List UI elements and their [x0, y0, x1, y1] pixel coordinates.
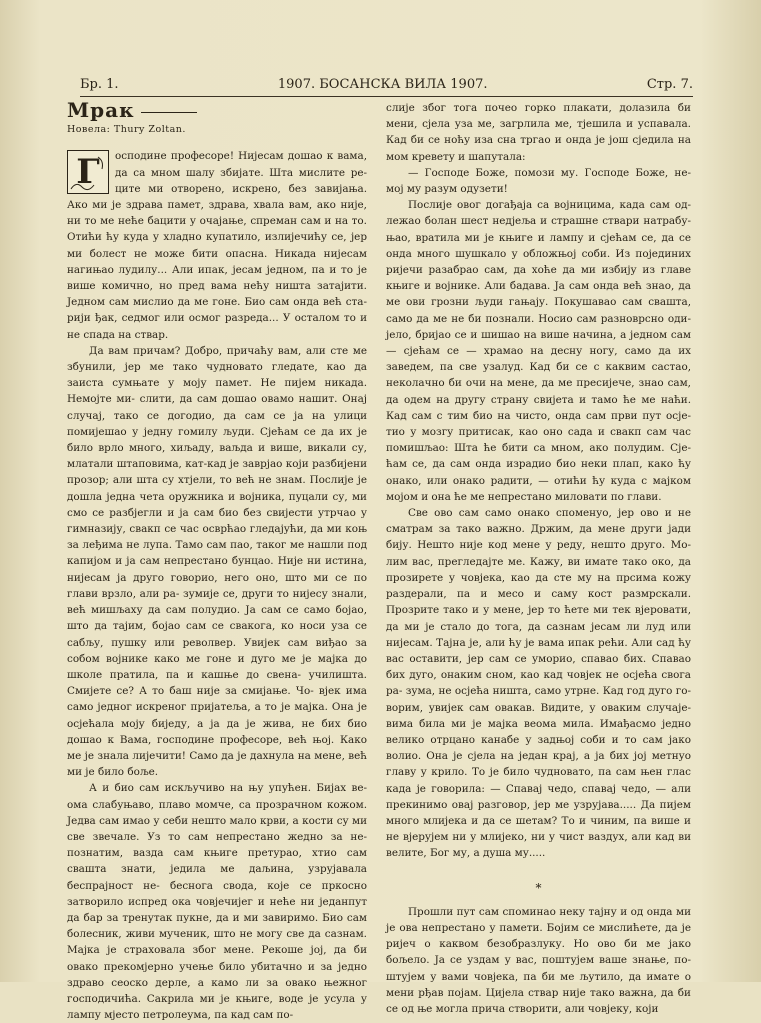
article-title: Мрак	[67, 98, 135, 122]
left-column	[67, 98, 367, 1022]
paragraph: А и био сам искључиво на њу упућен. Бијах ве- ома слабуњаво, плаво момче, са прозрачном кожом. Једва сам имао у себи нешто мало крви, а кости су ми све звечале. Уз то сам непрестано жедно за не- познатим, вазда сам књиге претурао, хтио сам свашта знати, једила ме даљина, узрујавала беспрајност не- беснога свода, које се пркосно затворило испред ока човјечијег и неће ни једанпут да бар за тренутак пукне, да и ми завиримо. Био сам болесник, живи мученик, што не могу све да сазнам. Мајка је страховала због мене. Рекоше јој, да би овако прекомјерно учење било убитачно и за једно здраво сеоско дерле, а камо ли за овако њежног господичића. Сакрила ми је књиге, воде је усула у лампу мјесто петролеума, па кад сам по-	[67, 782, 367, 1022]
paragraph: — Господе Боже, помози му. Господе Боже, не- мој му разум одузети!	[386, 166, 691, 196]
title-rule	[141, 112, 197, 113]
ornamental-initial	[67, 150, 109, 194]
paragraph: Све ово сам само онако споменуо, јер ово и не сматрам за тако важно. Држим, да мене други јади бију. Нешто није код мене у реду, нешто друго. Мо- лим вас, прегледајте ме. Кажу, ви имате тако око, да прозирете у човјека, као да сте му на прсима кожу раздерали, па и месо и саму кост размрскали. Прозрите тако и у мене, јер то ћете ми тек вјеровати, да ми је стало до тога, да сазнам јесам ли луд или нијесам. Тајна је, али ћу је вама ипак рећи. Али сад ћу вас оставити, јер сам се уморио, спавао бих. Спавао бих дуго, онаким сном, као кад човјек не осјећа свога ра- зума, не осјећа ништа, само утрне. Кад год дуго го- ворим, увијек сам овакав. Видите, у оваким случаје- вима била ми је мајка веома мила. Имађасмо једно велико отрцано канабе у задњој соби и то сам јако волио. Она је сјела на један крај, а ја бих јој метнуо главу у крило. То је било чудновато, па сам њен глас када је говорила: — Спавај чедо, спавај чедо, — али прекинимо овај разговор, јер ме узрујава..... Да пијем много млијека и да се шетам? То и чиним, па више и не вјерујем ни у млијеко, ни у чист ваздух, али кад ви велите, Бог му, а душа му.....	[386, 507, 691, 860]
journal-title: 1907. БОСАНСКА ВИЛА 1907.	[277, 77, 488, 92]
byline: Новела: Thury Zoltan.	[67, 124, 186, 136]
right-column	[386, 100, 691, 1015]
page-number: Стр. 7.	[646, 77, 693, 92]
ornament-icon	[68, 151, 108, 193]
paragraph: осподине професоре! Нијесам дошао к вама, да са мном шалу збијате. Шта мислите ре- ците ми отворено, искрено, без завијања. Ако ми је здрава памет, здрава, хвала вам, ако није, ни то ме неће бацити у очајање, спреман сам и на то. Отићи ћу куда у хладно купатило, излијечићу се, јер ми болест не може бити опасна. Никада нијесам нагињао лудилу... Али ипак, јесам једном, па и то је више комично, но пред вама нећу ништа затајити. Једном сам мислио да ме гоне. Био сам онда већ ста- рији ђак, седмог или осмог разреда... У осталом то и не спада на ствар.	[67, 150, 367, 341]
paragraph: слије због тога почео горко плакати, долазила би мени, сјела уза ме, загрлила ме, тјешила и успавала. Кад би се ноћу иза сна тргао и онда је још сједила на мом кревету и шапутала:	[386, 102, 691, 163]
section-separator: *	[535, 880, 542, 895]
dropcap-letter: Г	[76, 152, 100, 193]
title-row	[67, 98, 367, 122]
running-header	[80, 70, 693, 97]
paragraph: Послије овог догађаја са војницима, када сам од- лежао болан шест недјеља и страшне ствари натрабу- њао, вратила ми је књиге и лампу и сјећам се, да се онда много шушкало у обложњој соби. Из појединих ријечи разабрао сам, да хоће да ми избију из главе књиге и војнике. Али бадава. Ја сам онда већ знао, да ме ови грозни људи гањају. Покушавао сам свашта, само да ме не би познали. Носио сам разноврсно оди- јело, бријао се и шишао на више начина, а једном сам — сјећам се — храмао на десну ногу, само да их заведем, па све узалуд. Кад би се с каквим састао, неколачно би очи на мене, да ме пресијече, знао сам, да одем на другу страну свијета и тамо ће ме наћи. Кад сам с тим био на чисто, онда сам први пут осје- тио у мозгу притисак, као оно сада и свакп сам час помишљао: Шта ће бити са мном, ако полудим. Сје- ћам се, да сам онда изрaдио био неки плап, како ћу онако, или онако радити, — отићи ћу куда с мајком мојом и она ће ме непрестано миловати по глави.	[386, 199, 691, 503]
paragraph: Да вам причам? Добро, причаћу вам, али сте ме збунили, јер ме тако чудновато гледате, као да заиста сумњате у моју памет. Не пијем никада. Немојте ми- слити, да сам дошао овамо нашит. Онај случај, тако се догодио, да сам се ја на улици помијешао у једну гомилу људи. Сјећам се да их је било врло много, хиљаду, ваљда и више, викали су, млатали штаповима, кат-кад је заврјао који разбијени прозор; али шта су хтјели, то већ не знам. Послије је дошла једна чета оружника и војника, пуцали су, ми смо се разбјегли и ја сам био без свијести утрчао у гимназију, свакп се час осврћао гледајући, да ми коњ за леђима не лупа. Тамо сам пао, таког ме нашли под капијом и ја сам непрестано бунцао. Није ни истина, нијесам ја друго говорио, него оно, што ми се по глави врзло, али ра- зумије се, други то нијесу знали, већ мишљаху да сам полудио. Ја сам се само бојао, што да тајим, бојао сам се свакога, ко носи уза се сабљу, пушку или ревoлвер. Увијек сам виђао за собом војнике како ме гоне и дуго ме је мајка до школе пратила, па и кашње до свена- училишта. Смијете се? А то баш није за смијање. Чо- вјек има само једног искреног пријатеља, а то је мајка. Она је осјећала моју биједу, а ја да је жива, не бих био дошао к Вама, господине професоре, већ њој. Како ме је знала лијечити! Само да је дахнула на мене, већ ми је било боље.	[67, 344, 367, 779]
paragraph: Прошли пут сам споминао неку тајну и од онда ми је ова непрестано у памети. Бојим се мислићете, да је ријеч о каквом безобразлуку. Но ово би ме јако бољело. Ја се уздам у вас, поштујем ваше знање, по- штујем у вами човјека, па би ме љутило, да имате о мени рђав појам. Цијела ствар није тако важна, да би се од ње могла прича створити, али човјеку, који	[386, 905, 691, 1015]
issue-number: Бр. 1.	[80, 77, 119, 92]
